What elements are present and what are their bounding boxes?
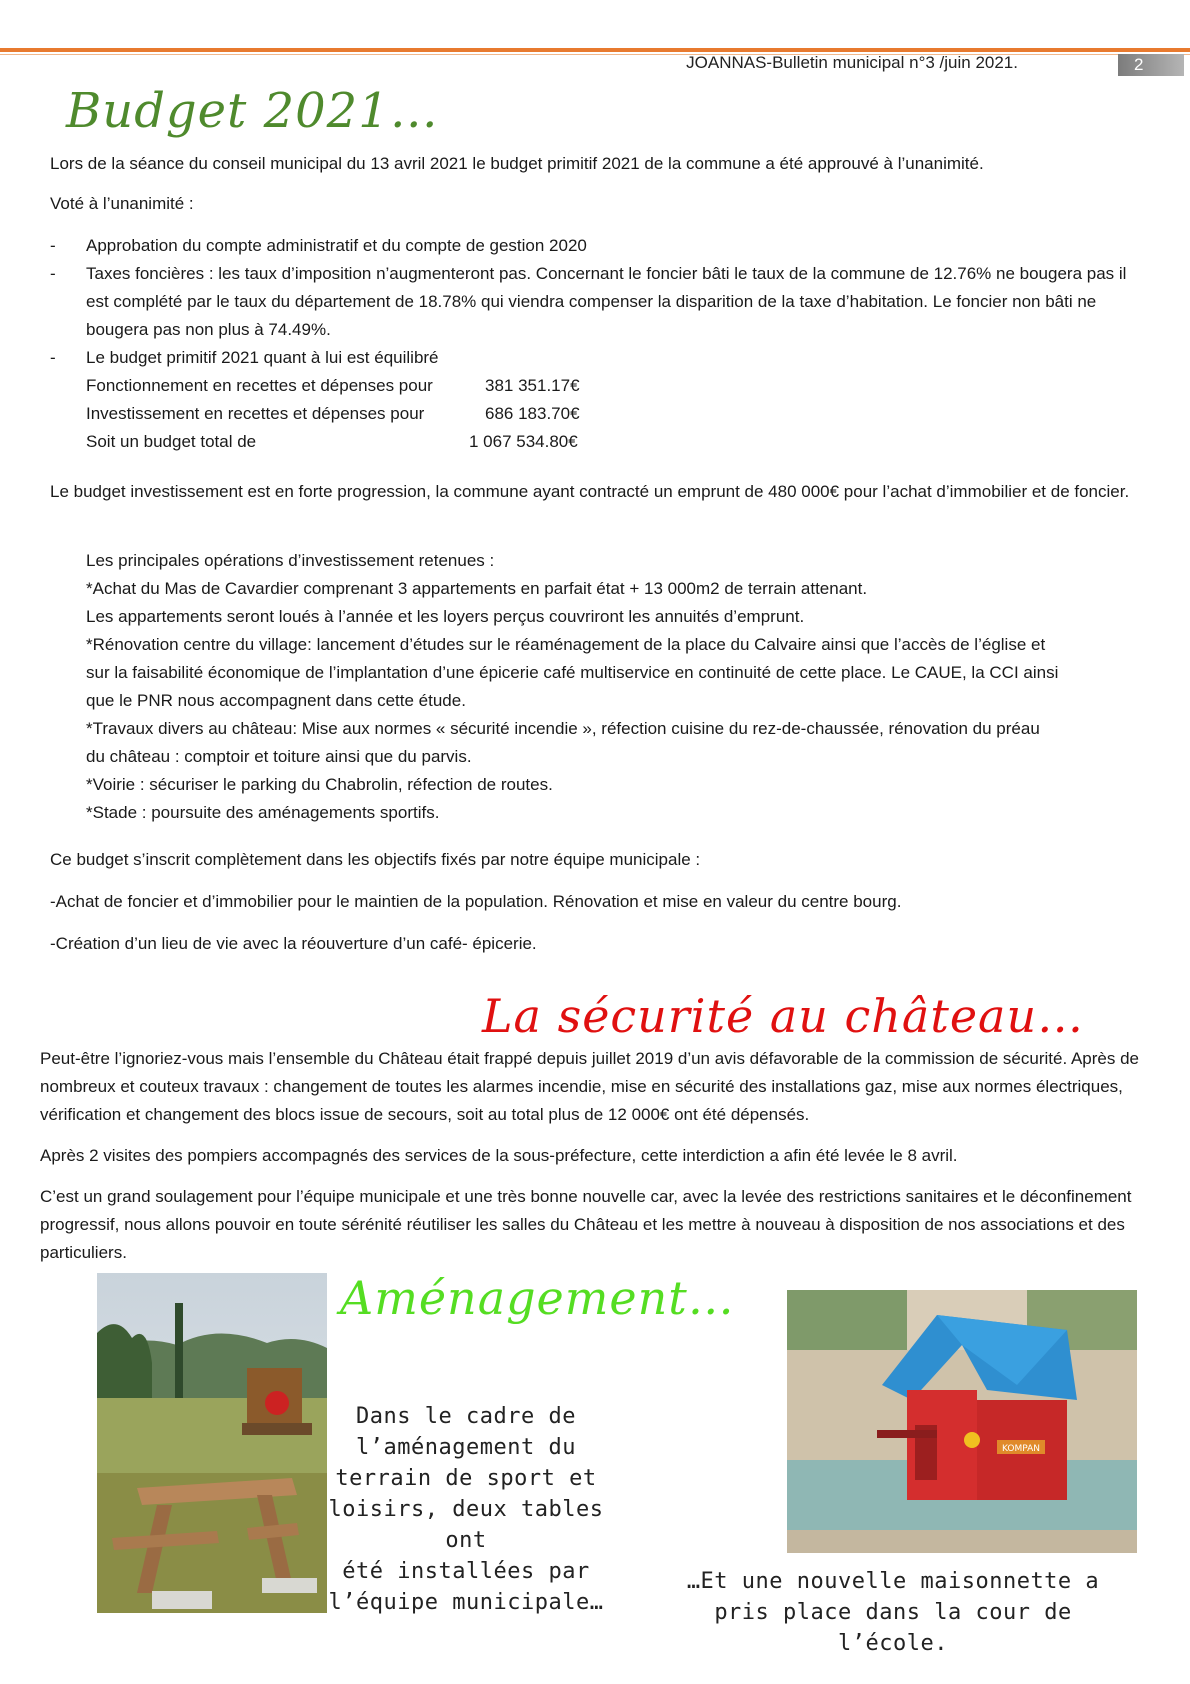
figure-label: Soit un budget total de bbox=[86, 432, 257, 451]
operations-line: du château : comptoir et toiture ainsi que du parvis. bbox=[86, 747, 472, 766]
bullet-text: Approbation du compte administratif et du compte de gestion 2020 bbox=[86, 236, 587, 255]
caption-line: l’équipe municipale… bbox=[328, 1590, 604, 1615]
operations-line: Les principales opérations d’investissement retenues : bbox=[86, 551, 495, 570]
bullet-taxes bbox=[50, 260, 1146, 344]
caption-line: loisirs, deux tables ont bbox=[328, 1497, 604, 1553]
figure-row bbox=[86, 372, 1156, 400]
securite-paragraph: C’est un grand soulagement pour l’équipe municipale et une très bonne nouvelle car, avec la levée des restrictions sanitaires et le déconfinement progressif, nous allons pouvoir en toute sérénité réutiliser les salles du Château et les mettre à nouveau à disposition de nos associations et des particuliers. bbox=[40, 1187, 1132, 1262]
bullet-text: Le budget primitif 2021 quant à lui est équilibré bbox=[86, 348, 439, 367]
bullet-dash: - bbox=[50, 236, 56, 255]
operations-line: *Voirie : sécuriser le parking du Chabrolin, réfection de routes. bbox=[86, 775, 553, 794]
caption-line: …Et une nouvelle maisonnette a bbox=[686, 1569, 1100, 1594]
securite-paragraph: Après 2 visites des pompiers accompagnés des services de la sous-préfecture, cette interdiction a afin été levée le 8 avril. bbox=[40, 1146, 958, 1165]
operations-line: *Stade : poursuite des aménagements sportifs. bbox=[86, 803, 440, 822]
playhouse-photo bbox=[787, 1290, 1137, 1553]
page-number: 2 bbox=[1118, 54, 1184, 76]
figure-value: 381 351.17€ bbox=[485, 376, 580, 395]
operations-line: Les appartements seront loués à l’année et les loyers perçus couvriront les annuités d’emprunt. bbox=[86, 607, 805, 626]
figure-row bbox=[86, 400, 1156, 428]
operations-line: sur la faisabilité économique de l’implantation d’une épicerie café multiservice en continuité de cette place. Le CAUE, la CCI ainsi bbox=[86, 663, 1059, 682]
figure-row bbox=[86, 428, 1156, 456]
bullet-dash: - bbox=[50, 348, 56, 367]
caption-tables bbox=[316, 1401, 616, 1618]
bullet-text: Taxes foncières : les taux d’imposition n’augmenteront pas. Concernant le foncier bâti le taux de la commune de 12.76% ne bougera pas il est complété par le taux du département de 18.78% qui viendra compenser la disparition de la taxe d’habitation. Le foncier non bâti ne bougera pas non plus à 74.49%. bbox=[86, 264, 1127, 339]
budget-intro: Lors de la séance du conseil municipal du 13 avril 2021 le budget primitif 2021 de la commune a été approuvé à l’unanimité. bbox=[50, 154, 984, 173]
figure-label: Investissement en recettes et dépenses pour bbox=[86, 404, 425, 423]
figure-value: 686 183.70€ bbox=[485, 404, 580, 423]
caption-line: Dans le cadre de bbox=[356, 1404, 576, 1429]
figure-label: Fonctionnement en recettes et dépenses pour bbox=[86, 376, 433, 395]
amenagement-title: Aménagement… bbox=[340, 1271, 735, 1325]
caption-line: terrain de sport et bbox=[335, 1466, 597, 1491]
securite-paragraph: Peut-être l’ignoriez-vous mais l’ensemble du Château était frappé depuis juillet 2019 d’un avis défavorable de la commission de sécurité. Après de nombreux et couteux travaux : changement de toutes les alarmes incendie, mise en sécurité des installations gaz, mise aux normes électriques, vérification et changement des blocs issue de secours, soit au total plus de 12 000€ ont été dépensés. bbox=[40, 1049, 1140, 1124]
operations-line: *Achat du Mas de Cavardier comprenant 3 appartements en parfait état + 13 000m2 de terrain attenant. bbox=[86, 579, 868, 598]
securite-title: La sécurité au château… bbox=[482, 989, 1085, 1043]
objective-item: -Achat de foncier et d’immobilier pour le maintien de la population. Rénovation et mise en valeur du centre bourg. bbox=[50, 892, 902, 911]
bullet-compte bbox=[50, 232, 1156, 260]
investment-operations bbox=[86, 547, 1156, 827]
objective-item: -Création d’un lieu de vie avec la réouverture d’un café- épicerie. bbox=[50, 934, 537, 953]
bullet-dash: - bbox=[50, 264, 56, 283]
investment-paragraph: Le budget investissement est en forte progression, la commune ayant contracté un emprunt de 480 000€ pour l’achat d’immobilier et de foncier. bbox=[50, 482, 1130, 501]
objectives-intro: Ce budget s’inscrit complètement dans les objectifs fixés par notre équipe municipale : bbox=[50, 850, 701, 869]
figure-value: 1 067 534.80€ bbox=[469, 432, 578, 451]
kompan-logo: KOMPAN bbox=[1002, 1444, 1040, 1454]
bulletin-header: JOANNAS-Bulletin municipal n°3 /juin 2021. bbox=[686, 53, 1018, 72]
operations-line: *Rénovation centre du village: lancement d’études sur le réaménagement de la place du Calvaire ainsi que l’accès de l’église et bbox=[86, 635, 1046, 654]
budget-figures bbox=[86, 372, 1156, 456]
caption-line: été installées par bbox=[342, 1559, 590, 1584]
caption-line: l’aménagement du bbox=[356, 1435, 576, 1460]
budget-title: Budget 2021… bbox=[66, 83, 439, 139]
caption-playhouse bbox=[683, 1566, 1103, 1659]
operations-line: que le PNR nous accompagnent dans cette étude. bbox=[86, 691, 466, 710]
operations-line: *Travaux divers au château: Mise aux normes « sécurité incendie », réfection cuisine du rez-de-chaussée, rénovation du préau bbox=[86, 719, 1040, 738]
caption-line: pris place dans la cour de l’école. bbox=[714, 1600, 1072, 1656]
bullet-budget-primitif bbox=[50, 344, 1156, 456]
budget-vote: Voté à l’unanimité : bbox=[50, 194, 194, 213]
picnic-table-photo bbox=[97, 1273, 327, 1613]
